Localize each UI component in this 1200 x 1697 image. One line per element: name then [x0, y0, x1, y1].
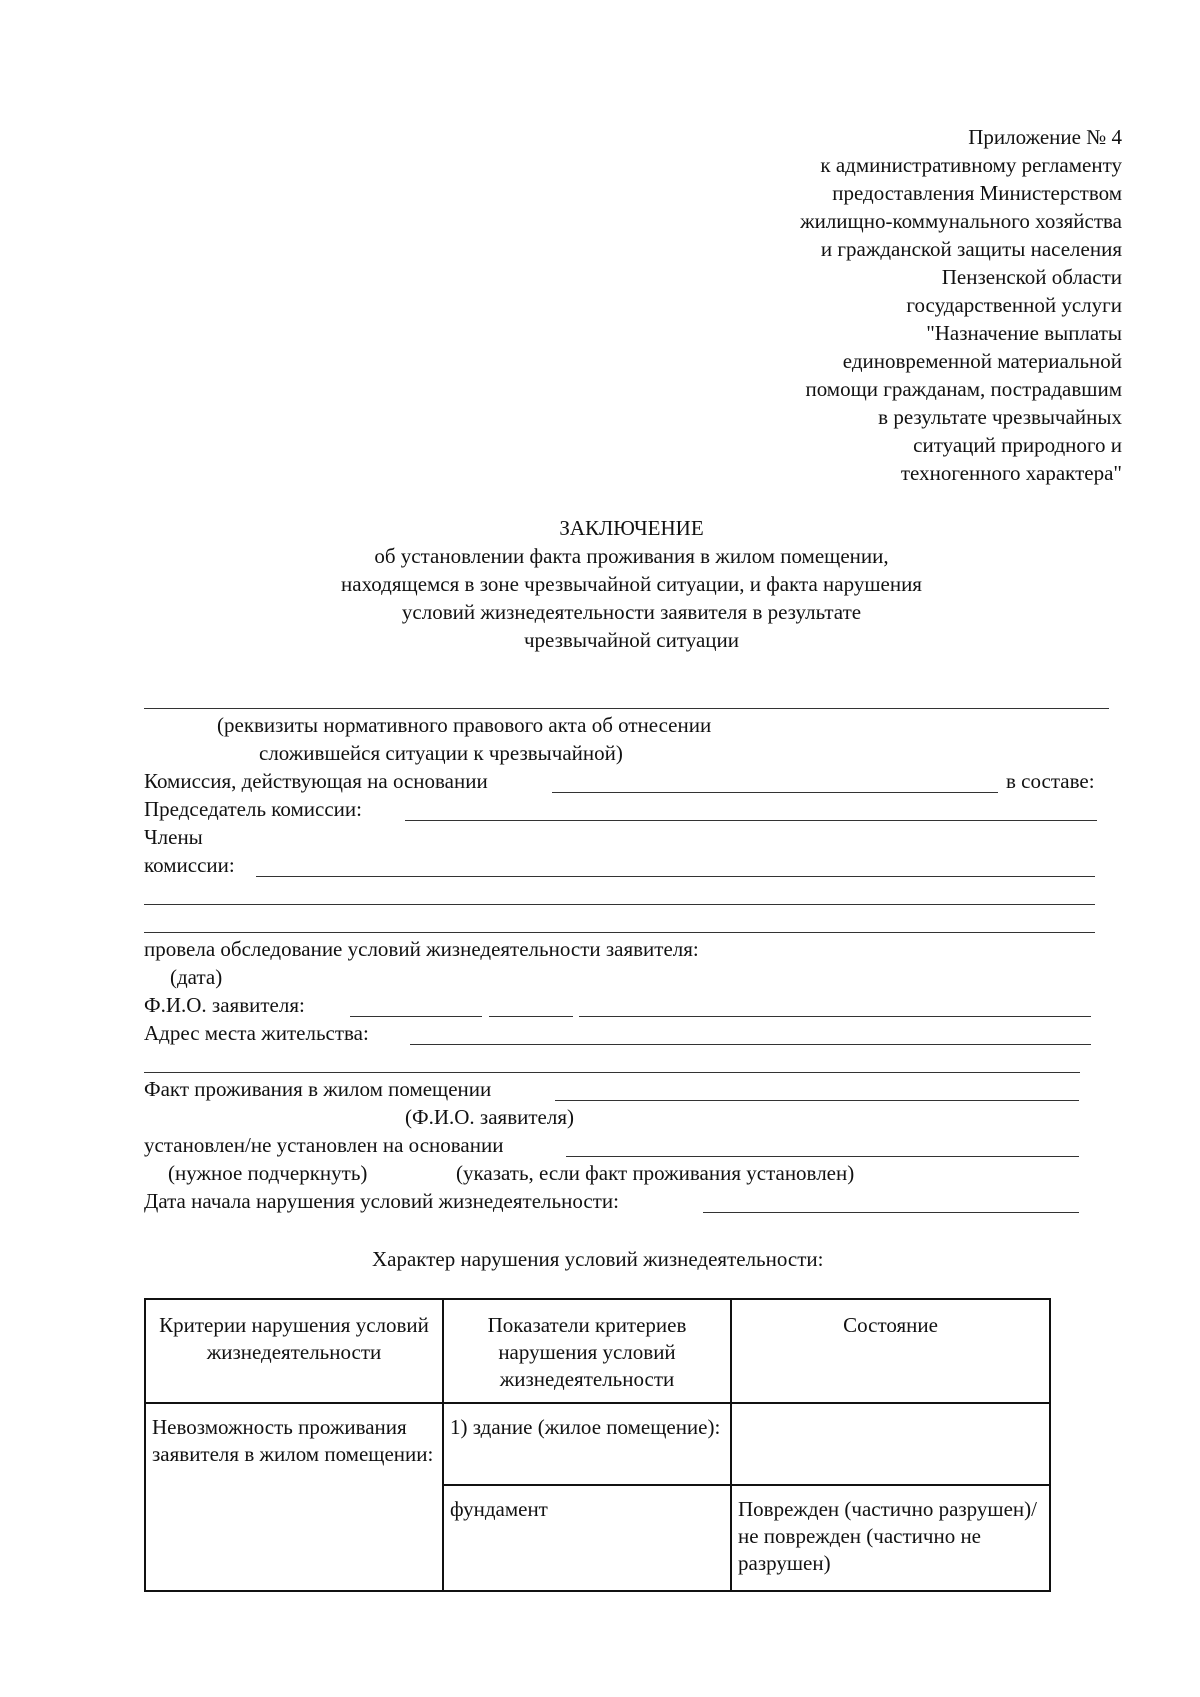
state-cell[interactable] — [731, 1403, 1050, 1485]
criterion-cell: Невозможность проживания заявителя в жилом помещении: — [145, 1403, 443, 1591]
state-cell: Поврежден (частично разрушен)/не поврежден (частично не разрушен) — [731, 1485, 1050, 1591]
table-caption: Характер нарушения условий жизнедеятельности: — [372, 1247, 824, 1271]
indicator-cell: 1) здание (жилое помещение): — [443, 1403, 731, 1485]
established-label: установлен/не установлен на основании — [144, 1133, 504, 1157]
header-line: жилищно-коммунального хозяйства — [800, 209, 1122, 233]
npa-hint: (реквизиты нормативного правового акта об отнесении — [217, 713, 712, 737]
fio-hint: (Ф.И.О. заявителя) — [405, 1105, 574, 1129]
members-label: Члены — [144, 825, 203, 849]
address-field-extra[interactable] — [144, 1072, 1080, 1073]
document-title: ЗАКЛЮЧЕНИЕ — [559, 516, 704, 540]
start-date-label: Дата начала нарушения условий жизнедеятельности: — [144, 1189, 619, 1213]
document-subtitle-line: находящемся в зоне чрезвычайной ситуации, и факта нарушения — [341, 572, 922, 596]
header-line: в результате чрезвычайных — [878, 405, 1122, 429]
header-line: к административному регламенту — [820, 153, 1122, 177]
members-field[interactable] — [256, 876, 1095, 877]
table-header-row — [145, 1299, 1050, 1403]
document-subtitle-line: чрезвычайной ситуации — [523, 628, 740, 652]
document-subtitle-line: условий жизнедеятельности заявителя в результате — [401, 600, 862, 624]
npa-hint: сложившейся ситуации к чрезвычайной) — [259, 741, 623, 765]
address-label: Адрес места жительства: — [144, 1021, 369, 1045]
column-header-state: Состояние — [731, 1299, 1050, 1403]
indicator-cell: фундамент — [443, 1485, 731, 1591]
fact-fio-field[interactable] — [555, 1100, 1079, 1101]
basis-hint: (указать, если факт проживания установлен) — [456, 1161, 855, 1185]
header-line: ситуаций природного и — [913, 433, 1122, 457]
header-line: предоставления Министерством — [832, 181, 1122, 205]
fact-label: Факт проживания в жилом помещении — [144, 1077, 492, 1101]
header-line: государственной услуги — [906, 293, 1122, 317]
column-header-criteria: Критерии нарушения условий жизнедеятельности — [145, 1299, 443, 1403]
members-field-extra[interactable] — [144, 904, 1095, 905]
address-field[interactable] — [410, 1044, 1091, 1045]
commission-label: Комиссия, действующая на основании — [144, 769, 488, 793]
fio-patronymic-field[interactable] — [579, 1016, 1091, 1017]
members-field-extra[interactable] — [144, 932, 1095, 933]
criteria-table — [144, 1298, 1051, 1592]
document-subtitle-line: об установлении факта проживания в жилом помещении, — [374, 544, 889, 568]
fio-surname-field[interactable] — [350, 1016, 482, 1017]
header-line: техногенного характера" — [900, 461, 1122, 485]
header-line: единовременной материальной — [842, 349, 1122, 373]
npa-blank-line — [144, 708, 1109, 709]
start-date-field[interactable] — [703, 1212, 1079, 1213]
header-line: и гражданской защиты населения — [820, 237, 1122, 261]
header-line: помощи гражданам, пострадавшим — [805, 377, 1122, 401]
underline-hint: (нужное подчеркнуть) — [168, 1161, 368, 1185]
date-hint: (дата) — [170, 965, 223, 989]
header-line: "Назначение выплаты — [926, 321, 1122, 345]
chairman-field[interactable] — [405, 820, 1097, 821]
members-label: комиссии: — [144, 853, 235, 877]
fio-label: Ф.И.О. заявителя: — [144, 993, 305, 1017]
commission-suffix: в составе: — [1006, 769, 1095, 793]
survey-label: провела обследование условий жизнедеятельности заявителя: — [144, 937, 699, 961]
fio-name-field[interactable] — [489, 1016, 573, 1017]
chairman-label: Председатель комиссии: — [144, 797, 362, 821]
table-row — [145, 1403, 1050, 1485]
commission-basis-field[interactable] — [552, 792, 998, 793]
header-line: Пензенской области — [941, 265, 1122, 289]
established-basis-field[interactable] — [566, 1156, 1079, 1157]
header-line: Приложение № 4 — [968, 125, 1122, 149]
column-header-indicators: Показатели критериев нарушения условий жизнедеятельности — [443, 1299, 731, 1403]
